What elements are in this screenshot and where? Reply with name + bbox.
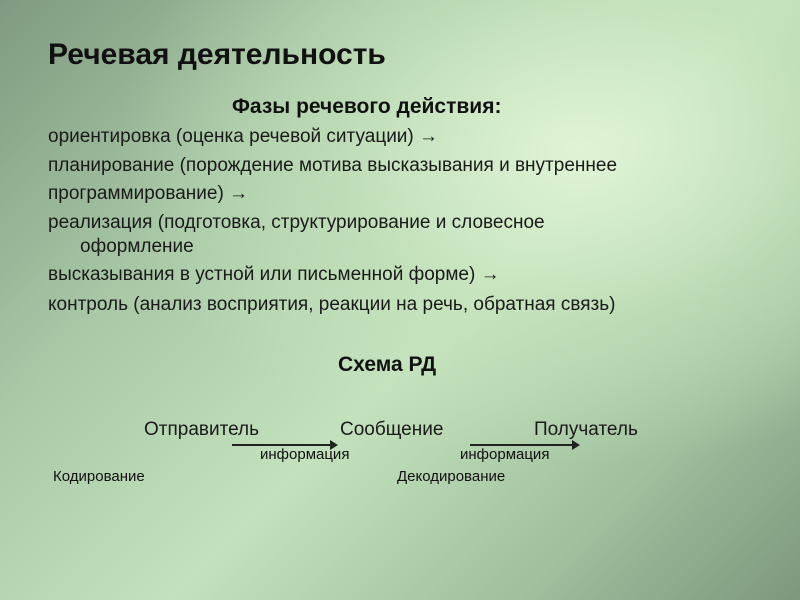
scheme-receiver: Получатель (534, 419, 638, 440)
scheme-decoding: Декодирование (397, 468, 506, 485)
phases-heading (232, 95, 501, 119)
phase-line-planning: планирование (порождение мотива высказывания и внутреннее (48, 155, 618, 176)
phase-line-control: контроль (анализ восприятия, реакции на речь, обратная связь) (48, 294, 616, 315)
scheme-encoding: Кодирование (53, 468, 145, 485)
scheme-message: Сообщение (340, 419, 444, 440)
phase-line-orientation: ориентировка (оценка речевой ситуации) → (48, 126, 439, 147)
phases-heading-colon: : (494, 95, 502, 118)
scheme-title: Схема РД (338, 353, 437, 376)
phase-line-utterance: высказывания в устной или письменной форме) → (48, 264, 500, 285)
slide-title: Речевая деятельность (48, 38, 386, 71)
phase-line-formulation: оформление (80, 236, 194, 257)
phase-line-programming: программирование) → (48, 183, 249, 204)
scheme-info-right: информация (460, 446, 550, 463)
phase-line-realization: реализация (подготовка, структурирование и словесное (48, 212, 545, 233)
scheme-info-left: информация (260, 446, 350, 463)
phases-heading-text: Фазы речевого действия (232, 95, 495, 118)
scheme-sender: Отправитель (144, 419, 260, 440)
